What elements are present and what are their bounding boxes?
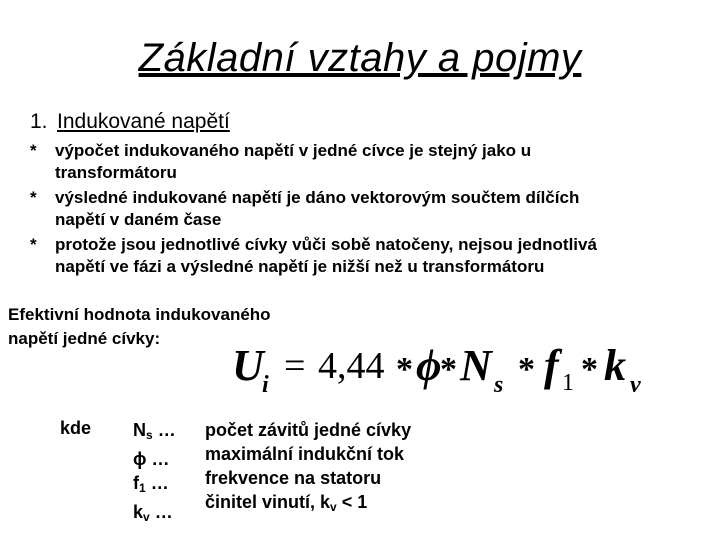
symbol-text: N (133, 420, 146, 440)
ellipsis: … (157, 420, 176, 440)
section-number: 1. (30, 110, 48, 133)
formula-multiply: * (518, 351, 535, 388)
legend-symbol (133, 418, 176, 447)
bullet-item (30, 140, 700, 184)
bullet-line: napětí v daném čase (55, 210, 222, 229)
bullet-line: transformátoru (55, 163, 177, 182)
symbol-text: f (133, 473, 139, 493)
symbol-text: ϕ (133, 449, 147, 469)
symbol-text: k (133, 502, 144, 522)
symbol-subscript: s (146, 428, 153, 442)
bullet-line: výsledné indukované napětí je dáno vektorovým součtem dílčích (55, 188, 580, 207)
formula-multiply: * (396, 351, 413, 388)
formula-sub-1: 1 (562, 370, 574, 396)
formula-sub-i: i (262, 372, 269, 398)
ellipsis: … (150, 473, 169, 493)
bullet-marker: * (30, 188, 37, 207)
formula-multiply: * (440, 351, 457, 388)
emf-formula (232, 338, 672, 398)
legend-symbol (133, 500, 176, 529)
legend-definition: počet závitů jedné cívky (205, 420, 412, 440)
legend-definition: frekvence na statoru (205, 468, 382, 488)
effective-line: Efektivní hodnota indukovaného (8, 305, 271, 324)
bullet-item (30, 187, 700, 231)
section-title: Indukované napětí (57, 110, 230, 133)
formula-sub-s: s (494, 372, 504, 398)
formula-equals: = (284, 345, 306, 387)
bullet-marker: * (30, 235, 37, 254)
ellipsis: … (154, 502, 173, 522)
legend-symbol (133, 471, 176, 500)
symbol-subscript: 1 (139, 481, 146, 495)
formula-sub-v: v (630, 372, 641, 398)
legend-symbols (133, 418, 176, 529)
ellipsis: … (151, 449, 170, 469)
bullet-line: protože jsou jednotlivé cívky vůči sobě natočeny, nejsou jednotlivá (55, 235, 597, 254)
definition-subscript: v (330, 500, 337, 514)
formula-phi: ϕ (416, 341, 442, 390)
legend-definitions (205, 418, 411, 519)
formula-k: k (604, 341, 626, 390)
formula-constant: 4,44 (318, 345, 385, 387)
legend-definition: maximální indukční tok (205, 444, 405, 464)
legend-kde-label: kde (60, 418, 92, 438)
formula-multiply: * (581, 351, 598, 388)
formula-U: U (232, 341, 264, 390)
bullet-item (30, 234, 700, 278)
formula-N: N (460, 341, 492, 390)
definition-tail: < 1 (336, 492, 368, 512)
bullet-marker: * (30, 141, 37, 160)
bullet-line: výpočet indukovaného napětí v jedné cívce je stejný jako u (55, 141, 532, 160)
symbol-subscript: v (143, 510, 150, 524)
formula-f: f (544, 341, 559, 390)
bullet-line: napětí ve fázi a výsledné napětí je nižší než u transformátoru (55, 257, 545, 276)
legend-definition (205, 490, 411, 519)
effective-line: napětí jedné cívky: (8, 329, 161, 348)
definition-text: činitel vinutí, k (205, 492, 331, 512)
section-heading (30, 110, 230, 134)
page-title: Základní vztahy a pojmy (138, 36, 582, 80)
legend-symbol (133, 447, 176, 471)
